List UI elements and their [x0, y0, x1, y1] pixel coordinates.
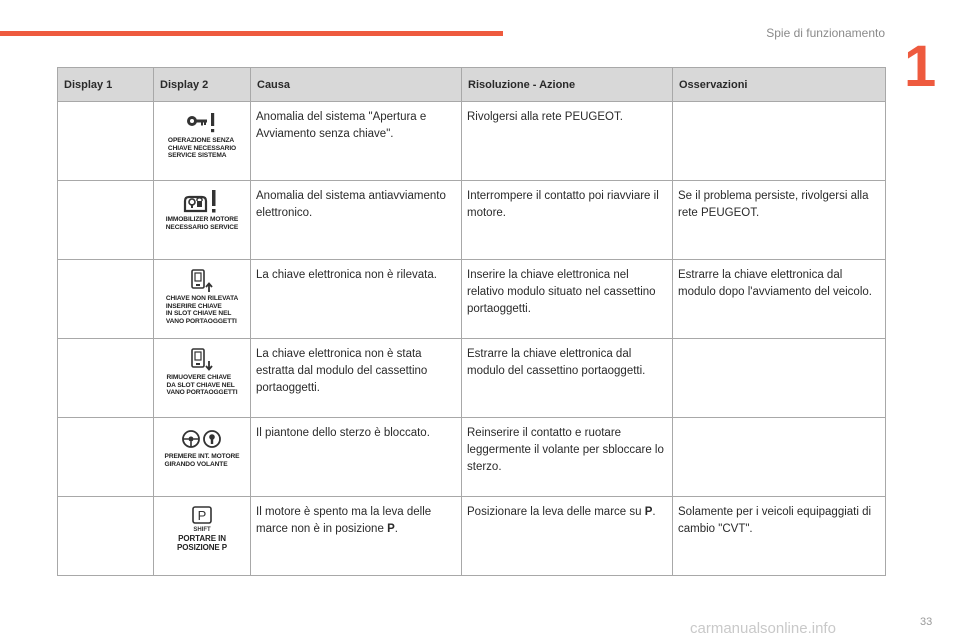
azione-cell: Inserire la chiave elettronica nel relativo modulo situato nel cassettino portaoggetti.: [462, 260, 673, 339]
header-accent-bar: [0, 31, 503, 36]
display1-cell: [58, 260, 154, 339]
table-row: [58, 497, 886, 576]
azione-gear-p: P: [644, 506, 653, 518]
column-header-display2: Display 2: [154, 68, 251, 102]
osservazioni-cell: Se il problema persiste, rivolgersi alla rete PEUGEOT.: [673, 181, 886, 260]
display1-cell: [58, 418, 154, 497]
display1-cell: [58, 102, 154, 181]
azione-cell: [462, 497, 673, 576]
warning-messages-table: [57, 67, 886, 576]
display2-message: IMMOBILIZER MOTORE NECESSARIO SERVICE: [165, 216, 239, 231]
column-header-causa: Causa: [251, 68, 462, 102]
table-row: [58, 181, 886, 260]
causa-end: .: [394, 523, 398, 535]
column-header-azione: Risoluzione - Azione: [462, 68, 673, 102]
watermark: carmanualsonline.info: [690, 620, 836, 637]
keyless-warning-icon: [185, 111, 219, 135]
chapter-number: 1: [904, 34, 937, 99]
display2-cell: [154, 260, 251, 339]
key-remove-icon: [189, 347, 215, 373]
azione-cell: Reinserire il contatto e ruotare leggermente il volante per sbloccare lo sterzo.: [462, 418, 673, 497]
causa-cell: [251, 497, 462, 576]
causa-cell: La chiave elettronica non è stata estratta dal modulo del cassettino portaoggetti.: [251, 339, 462, 418]
osservazioni-cell: Estrarre la chiave elettronica dal modulo dopo l'avviamento del veicolo.: [673, 260, 886, 339]
display2-message: PORTARE IN POSIZIONE P: [176, 534, 228, 552]
shift-p-letter: P: [197, 508, 207, 523]
causa-cell: Anomalia del sistema "Apertura e Avviamento senza chiave".: [251, 102, 462, 181]
causa-gear-p: P: [387, 523, 395, 535]
table-row: [58, 102, 886, 181]
causa-cell: Anomalia del sistema antiavviamento elettronico.: [251, 181, 462, 260]
display2-message: CHIAVE NON RILEVATA INSERIRE CHIAVE IN SLOT CHIAVE NEL VANO PORTAOGGETTI: [165, 295, 239, 325]
display1-cell: [58, 181, 154, 260]
display2-message: PREMERE INT. MOTORE GIRANDO VOLANTE: [164, 453, 240, 468]
display1-cell: [58, 339, 154, 418]
column-header-display1: Display 1: [58, 68, 154, 102]
display2-cell: [154, 102, 251, 181]
column-header-osservazioni: Osservazioni: [673, 68, 886, 102]
display2-cell: [154, 339, 251, 418]
display2-message: OPERAZIONE SENZA CHIAVE NECESSARIO SERVICE SISTEMA: [167, 137, 237, 160]
page-number: 33: [920, 616, 933, 628]
azione-cell: Interrompere il contatto poi riavviare il motore.: [462, 181, 673, 260]
display2-cell: [154, 418, 251, 497]
table-row: [58, 418, 886, 497]
key-insert-icon: [189, 268, 215, 294]
azione-text: Posizionare la leva delle marce su: [467, 506, 645, 518]
display1-cell: [58, 497, 154, 576]
display2-cell: [154, 181, 251, 260]
osservazioni-cell: [673, 339, 886, 418]
osservazioni-cell: [673, 102, 886, 181]
azione-cell: Estrarre la chiave elettronica dal modulo del cassettino portaoggetti.: [462, 339, 673, 418]
immobilizer-warning-icon: [182, 189, 222, 215]
table-row: [58, 339, 886, 418]
azione-cell: Rivolgersi alla rete PEUGEOT.: [462, 102, 673, 181]
osservazioni-cell: [673, 418, 886, 497]
display2-cell: [154, 497, 251, 576]
shift-label: SHIFT: [193, 527, 211, 533]
steering-lock-icon: [181, 427, 223, 451]
table-header-row: [58, 68, 886, 102]
display2-message: RIMUOVERE CHIAVE DA SLOT CHIAVE NEL VANO PORTAOGGETTI: [166, 374, 238, 397]
shift-p-icon: [191, 505, 213, 533]
causa-cell: Il piantone dello sterzo è bloccato.: [251, 418, 462, 497]
table-row: [58, 260, 886, 339]
azione-end: .: [652, 506, 656, 518]
section-title: Spie di funzionamento: [766, 26, 885, 40]
osservazioni-cell: Solamente per i veicoli equipaggiati di cambio "CVT".: [673, 497, 886, 576]
causa-text: Il motore è spento ma la leva delle marce non è in posizione: [256, 506, 432, 535]
causa-cell: La chiave elettronica non è rilevata.: [251, 260, 462, 339]
